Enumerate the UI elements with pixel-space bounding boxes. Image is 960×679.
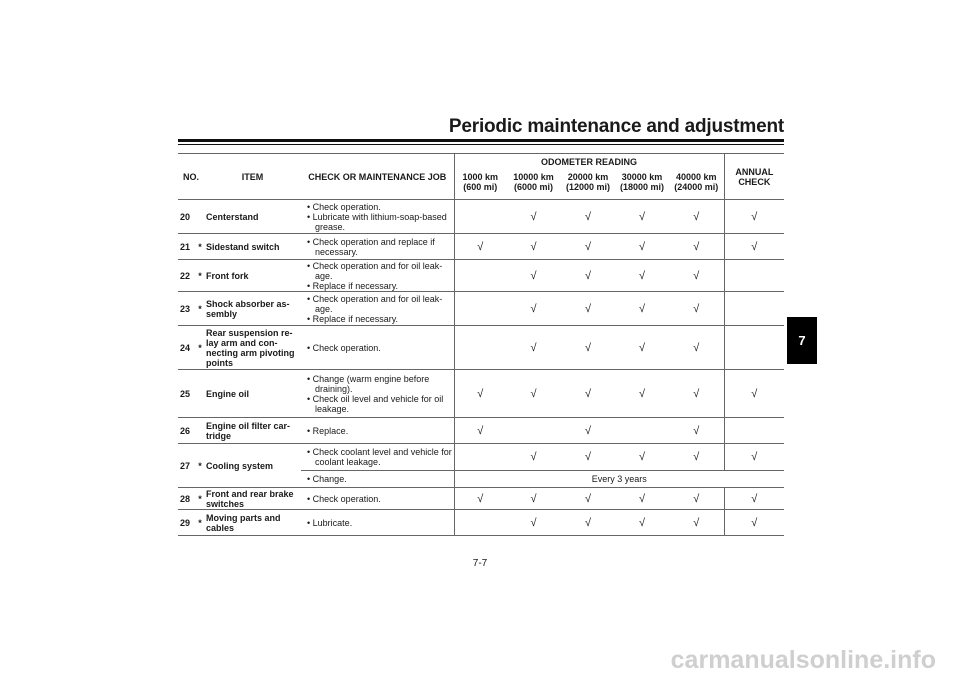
interval-text: Every 3 years: [454, 471, 784, 488]
check-mark: √: [506, 260, 561, 292]
item-name: Cooling system: [204, 444, 301, 488]
item-name: Centerstand: [204, 200, 301, 234]
special-tool-mark: *: [196, 510, 204, 536]
check-mark: √: [561, 234, 615, 260]
row-number: 24: [178, 326, 196, 370]
check-job: [301, 200, 454, 234]
empty-cell: [724, 260, 784, 292]
row-number: 27: [178, 444, 196, 488]
item-name: Engine oil filter car-tridge: [204, 418, 301, 444]
row-number: 21: [178, 234, 196, 260]
empty-cell: [454, 260, 506, 292]
header-odometer-col: 1000 km (600 mi): [454, 168, 506, 200]
check-mark: √: [454, 488, 506, 510]
check-mark: √: [561, 444, 615, 471]
check-mark: √: [561, 292, 615, 326]
check-mark: √: [615, 234, 669, 260]
check-mark: √: [724, 488, 784, 510]
item-name: Moving parts and cables: [204, 510, 301, 536]
item-name: Rear suspension re-lay arm and con-necting arm pivoting points: [204, 326, 301, 370]
special-tool-mark: *: [196, 260, 204, 292]
check-line: • Check coolant level and vehicle for coolant leakage.: [307, 447, 452, 467]
check-line: • Change.: [307, 474, 347, 484]
table-row: [178, 292, 784, 326]
empty-cell: [724, 418, 784, 444]
check-line: • Check oil level and vehicle for oil leakage.: [307, 393, 444, 414]
table-row: [178, 418, 784, 444]
check-mark: √: [561, 488, 615, 510]
check-line: • Lubricate.: [307, 517, 353, 528]
header-odometer-col: 10000 km (6000 mi): [506, 168, 561, 200]
check-mark: √: [615, 510, 669, 536]
check-mark: √: [724, 200, 784, 234]
check-mark: √: [615, 260, 669, 292]
header-check: CHECK OR MAINTENANCE JOB: [301, 154, 454, 200]
check-mark: √: [669, 488, 724, 510]
table-row: [178, 510, 784, 536]
watermark: carmanualsonline.info: [670, 646, 936, 674]
table-row: [178, 326, 784, 370]
item-name: Front fork: [204, 260, 301, 292]
row-number: 25: [178, 370, 196, 418]
check-mark: √: [724, 510, 784, 536]
check-mark: √: [506, 200, 561, 234]
special-tool-mark: *: [196, 444, 204, 488]
check-line: • Check operation and for oil leak-age.: [307, 260, 443, 281]
header-odometer-col: 40000 km (24000 mi): [669, 168, 724, 200]
header-annual: ANNUAL CHECK: [724, 154, 784, 200]
check-mark: √: [669, 200, 724, 234]
check-job: [301, 260, 454, 292]
header-odometer-col: 30000 km (18000 mi): [615, 168, 669, 200]
special-tool-mark: *: [196, 326, 204, 370]
check-job: [301, 370, 454, 418]
check-mark: √: [506, 292, 561, 326]
check-mark: √: [724, 444, 784, 471]
row-number: 26: [178, 418, 196, 444]
item-name: Shock absorber as-sembly: [204, 292, 301, 326]
check-job: [301, 488, 454, 510]
check-mark: √: [506, 326, 561, 370]
check-line: • Check operation.: [307, 342, 381, 353]
check-mark: √: [506, 444, 561, 471]
check-line: • Lubricate with lithium-soap-based grease.: [307, 211, 447, 232]
empty-cell: [454, 200, 506, 234]
chapter-tab: 7: [787, 317, 817, 364]
check-mark: √: [561, 200, 615, 234]
check-job: [301, 510, 454, 536]
maintenance-table: [178, 153, 784, 536]
check-mark: √: [669, 510, 724, 536]
special-tool-mark: [196, 370, 204, 418]
empty-cell: [724, 326, 784, 370]
check-mark: √: [615, 200, 669, 234]
check-mark: √: [506, 234, 561, 260]
check-line: • Change (warm engine before draining).: [307, 373, 430, 394]
check-mark: √: [454, 418, 506, 444]
row-number: 23: [178, 292, 196, 326]
empty-cell: [454, 326, 506, 370]
table-row: [178, 200, 784, 234]
table-row: [178, 370, 784, 418]
check-mark: √: [669, 418, 724, 444]
check-line: • Check operation.: [307, 201, 381, 212]
empty-cell: [454, 510, 506, 536]
check-mark: √: [615, 444, 669, 471]
check-mark: √: [669, 260, 724, 292]
check-job: [301, 234, 454, 260]
check-job: [301, 292, 454, 326]
check-mark: √: [669, 370, 724, 418]
check-mark: √: [615, 488, 669, 510]
check-mark: √: [506, 370, 561, 418]
check-line: • Replace if necessary.: [307, 280, 399, 291]
check-mark: √: [561, 510, 615, 536]
table-row: [178, 260, 784, 292]
special-tool-mark: [196, 418, 204, 444]
check-mark: √: [561, 370, 615, 418]
item-name: Engine oil: [204, 370, 301, 418]
check-job: [301, 418, 454, 444]
check-line: • Replace.: [307, 425, 349, 436]
check-line: • Check operation and for oil leak-age.: [307, 293, 443, 314]
check-job: [301, 444, 454, 471]
check-mark: √: [669, 444, 724, 471]
check-mark: √: [506, 488, 561, 510]
check-mark: √: [561, 418, 615, 444]
page-number: 7-7: [472, 558, 488, 569]
table-row: [178, 488, 784, 510]
special-tool-mark: *: [196, 488, 204, 510]
check-mark: √: [724, 234, 784, 260]
check-job: [301, 326, 454, 370]
row-number: 20: [178, 200, 196, 234]
check-mark: √: [669, 326, 724, 370]
header-odometer: ODOMETER READING: [454, 154, 724, 168]
item-name: Sidestand switch: [204, 234, 301, 260]
check-mark: √: [669, 292, 724, 326]
check-mark: √: [615, 292, 669, 326]
check-mark: √: [506, 510, 561, 536]
item-name: Front and rear brake switches: [204, 488, 301, 510]
empty-cell: [615, 418, 669, 444]
check-mark: √: [615, 370, 669, 418]
check-line: • Check operation and replace if necessary.: [307, 236, 435, 257]
check-mark: √: [615, 326, 669, 370]
header-odometer-col: 20000 km (12000 mi): [561, 168, 615, 200]
page-title: Periodic maintenance and adjustment: [448, 116, 784, 137]
empty-cell: [454, 292, 506, 326]
check-mark: √: [669, 234, 724, 260]
check-line: • Check operation.: [307, 493, 381, 504]
empty-cell: [454, 444, 506, 471]
header-no: NO.: [178, 154, 204, 200]
check-line: • Replace if necessary.: [307, 313, 399, 324]
empty-cell: [506, 418, 561, 444]
special-tool-mark: [196, 200, 204, 234]
row-number: 28: [178, 488, 196, 510]
table-row: [178, 444, 784, 471]
check-mark: √: [454, 234, 506, 260]
header-item: ITEM: [204, 154, 301, 200]
check-mark: √: [561, 326, 615, 370]
title-rule: [178, 139, 784, 142]
row-number: 22: [178, 260, 196, 292]
row-number: 29: [178, 510, 196, 536]
check-mark: √: [724, 370, 784, 418]
title-rule-thin: [178, 144, 784, 145]
check-mark: √: [561, 260, 615, 292]
table-row: [178, 234, 784, 260]
empty-cell: [724, 292, 784, 326]
check-mark: √: [454, 370, 506, 418]
special-tool-mark: *: [196, 234, 204, 260]
special-tool-mark: *: [196, 292, 204, 326]
check-job: [301, 471, 454, 488]
